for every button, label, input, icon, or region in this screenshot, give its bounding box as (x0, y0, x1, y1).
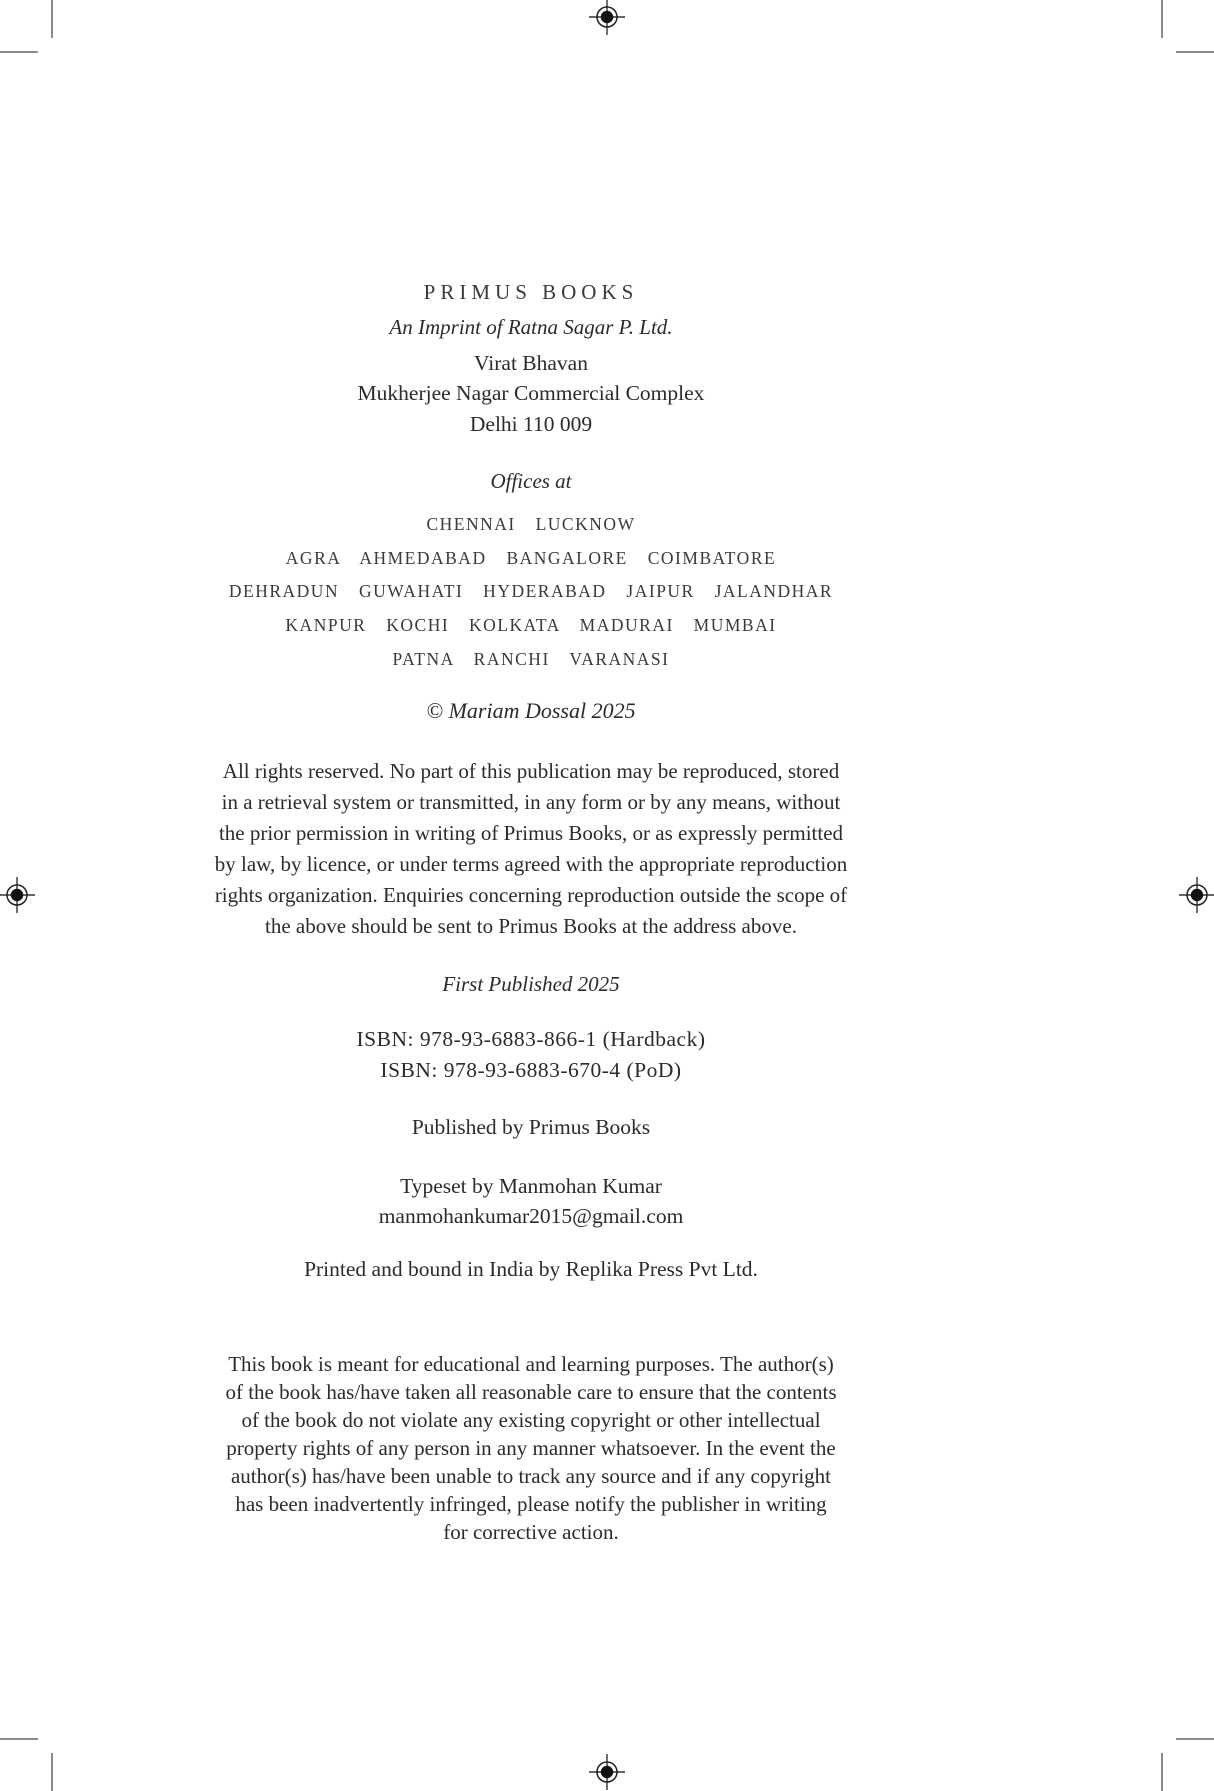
typeset-by-line: Typeset by Manmohan Kumar (400, 1174, 662, 1198)
rights-paragraph (0, 756, 1062, 942)
first-published-line: First Published 2025 (442, 972, 620, 996)
registration-mark-icon (1179, 877, 1214, 913)
address-line: Delhi 110 009 (469, 412, 593, 436)
typesetter-email: manmohankumar2015@gmail.com (378, 1204, 684, 1228)
rights-paragraph-line: by law, by licence, or under terms agreed with the appropriate reproduction (214, 852, 848, 876)
disclaimer-line: of the book do not violate any existing copyright or other intellectual (241, 1408, 821, 1432)
rights-paragraph-line: All rights reserved. No part of this publication may be reproduced, stored (222, 759, 840, 783)
office-cities-line: AGRA AHMEDABAD BANGALORE COIMBATORE (285, 548, 777, 568)
disclaimer-line: property rights of any person in any manner whatsoever. In the event the (226, 1436, 836, 1460)
printed-by-line: Printed and bound in India by Replika Press Pvt Ltd. (304, 1257, 758, 1281)
address-line: Virat Bhavan (474, 351, 588, 375)
rights-paragraph-line: in a retrieval system or transmitted, in any form or by any means, without (221, 790, 841, 814)
office-cities-line: CHENNAI LUCKNOW (426, 514, 636, 534)
imprint-line: An Imprint of Ratna Sagar P. Ltd. (389, 315, 673, 339)
trim-mark-bottom-right-horizontal (1176, 1738, 1214, 1740)
rights-paragraph-line: the prior permission in writing of Primus Books, or as expressly permitted (218, 821, 844, 845)
disclaimer-line: author(s) has/have been unable to track any source and if any copyright (230, 1464, 832, 1488)
office-cities-line: PATNA RANCHI VARANASI (392, 649, 670, 669)
rights-paragraph-line: rights organization. Enquiries concerning reproduction outside the scope of (214, 883, 848, 907)
disclaimer-line: for corrective action. (443, 1520, 619, 1544)
copyright-line: © Mariam Dossal 2025 (426, 698, 636, 723)
disclaimer-line: of the book has/have taken all reasonable care to ensure that the contents (225, 1380, 837, 1404)
isbn-pod-line: ISBN: 978-93-6883-670-4 (PoD) (380, 1058, 682, 1082)
rights-paragraph-line: the above should be sent to Primus Books at the address above. (265, 914, 797, 938)
offices-heading: Offices at (490, 469, 572, 493)
disclaimer-line: has been inadvertently infringed, please notify the publisher in writing (235, 1492, 827, 1516)
office-cities-line: KANPUR KOCHI KOLKATA MADURAI MUMBAI (285, 615, 777, 635)
published-by-line: Published by Primus Books (411, 1115, 651, 1139)
disclaimer-line: This book is meant for educational and learning purposes. The author(s) (228, 1352, 834, 1376)
office-cities-line: DEHRADUN GUWAHATI HYDERABAD JAIPUR JALANDHAR (228, 581, 834, 601)
isbn-block (0, 1024, 1062, 1086)
isbn-hardback-line: ISBN: 978-93-6883-866-1 (Hardback) (356, 1027, 706, 1051)
trim-mark-bottom-right-vertical (1161, 1753, 1163, 1791)
address-line: Mukherjee Nagar Commercial Complex (357, 381, 705, 405)
disclaimer-paragraph (0, 1350, 1062, 1546)
publisher-name: PRIMUS BOOKS (423, 280, 639, 304)
trim-mark-top-right-vertical (1161, 0, 1163, 38)
trim-mark-top-right-horizontal (1176, 51, 1214, 53)
